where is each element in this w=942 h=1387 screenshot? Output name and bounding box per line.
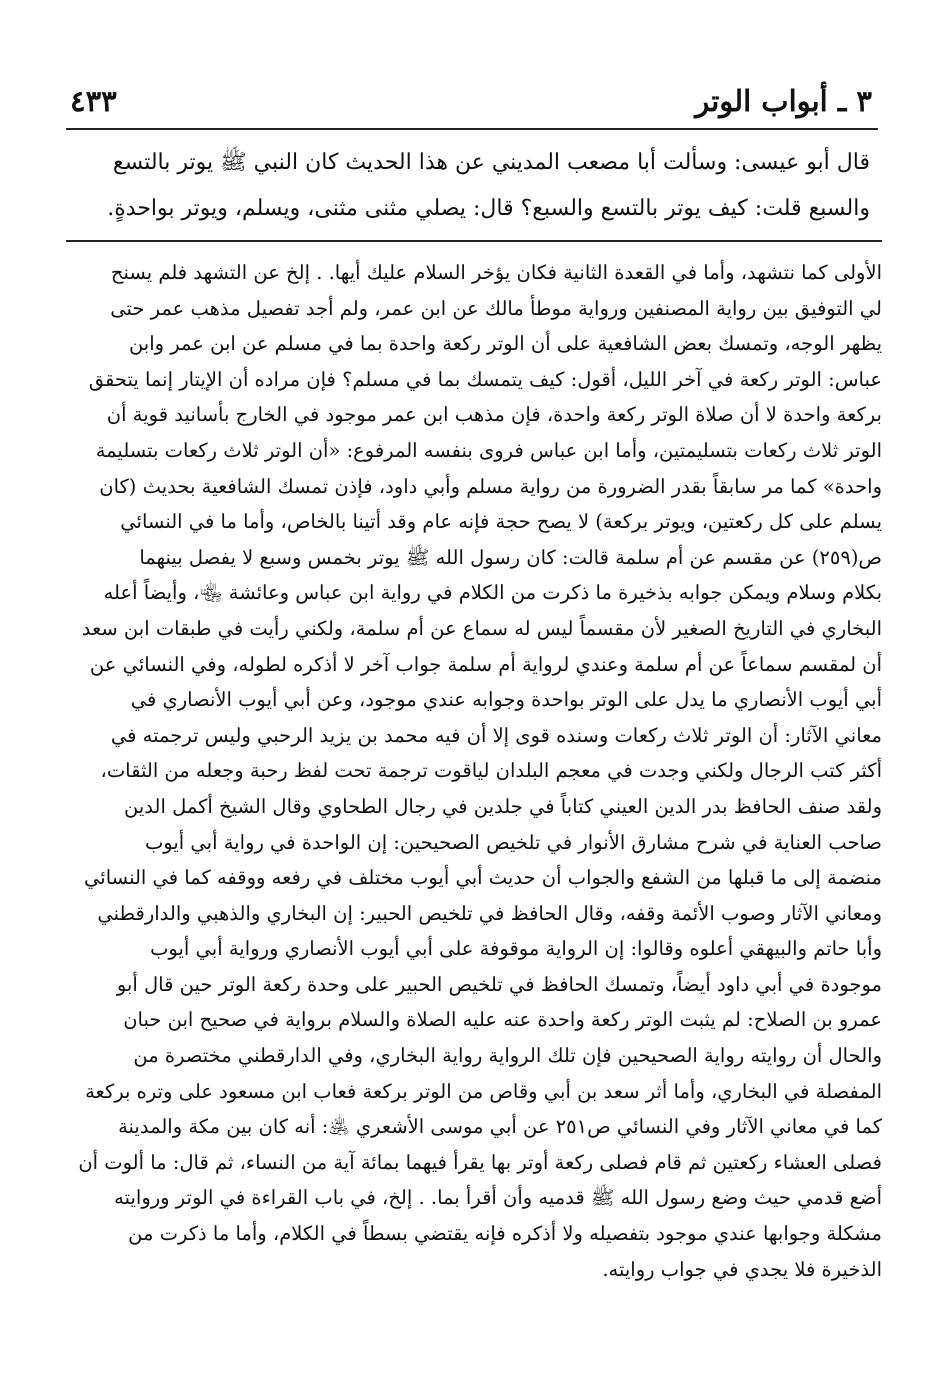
commentary-line: ولقد صنف الحافظ بدر الدين العيني كتاباً في جلدين في رجال الطحاوي وقال الشيخ أكمل الدين bbox=[124, 794, 882, 818]
commentary-line: كما في معاني الآثار وفي النسائي ص٢٥١ عن أبي موسى الأشعري ﵁: أنه كان بين مكة والمدينة bbox=[118, 1115, 882, 1139]
commentary-line: بكلام وسلام ويمكن جوابه بذخيرة ما ذكرت من الكلام في رواية ابن عباس وعائشة ﵄، وأيضاً أعله bbox=[103, 581, 882, 605]
commentary-line: موجودة في أبي داود أيضاً، وتمسك الحافظ في تلخيص الحبير على وحدة ركعة الوتر حين قال أبو bbox=[116, 972, 882, 996]
commentary-line: الذخيرة فلا يجدي في جواب روايته. bbox=[602, 1257, 882, 1281]
commentary-line: بركعة واحدة لا أن صلاة الوتر ركعة واحدة، فإن مذهب ابن عمر موجود في الخارج بأسانيد قوية أن bbox=[106, 403, 882, 427]
commentary-line: يسلم على كل ركعتين، ويوتر بركعة) لا يصح حجة فإنه عام وقد أتينا بالخاص، وأما ما في النسائي bbox=[120, 510, 882, 534]
commentary-line: معاني الآثار: أن الوتر ثلاث ركعات وسنده قوى إلا أن فيه محمد بن يزيد الرحبي وليس ترجمته في bbox=[110, 723, 882, 747]
page-number: ٤٣٣ bbox=[70, 84, 117, 118]
commentary-line: مشكلة وجوابها عندي موجود بتفصيله ولا أذكره فإنه يقتضي بسطاً في الكلام، وأما ما ذكرت من bbox=[128, 1222, 882, 1246]
header-rule bbox=[66, 128, 878, 130]
commentary-line: أضع قدمي حيث وضع رسول الله ﷺ قدميه وأن أقرأ بما. . إلخ، في باب القراءة في الوتر وروايته bbox=[114, 1186, 882, 1210]
commentary-separator-rule bbox=[66, 240, 882, 242]
commentary-line: البخاري في التاريخ الصغير لأن مقسماً ليس له سماع عن أم سلمة، ولكني رأيت في طبقات ابن سعد bbox=[81, 616, 882, 640]
page-header bbox=[70, 72, 872, 116]
commentary-line: لي التوفيق بين رواية المصنفين ورواية موطأ مالك عن ابن عمر، ولم أجد تفصيل مذهب عمر حتى bbox=[110, 296, 882, 320]
commentary-line: الأولى كما نتشهد، وأما في القعدة الثانية فكان يؤخر السلام عليك أيها. . إلخ عن التشهد فلم يسنح bbox=[110, 261, 882, 284]
commentary-footnote bbox=[62, 255, 882, 1287]
commentary-line: والحال أن روايته رواية الصحيحين فإن تلك الرواية رواية البخاري، وفي الدارقطني مختصرة من bbox=[133, 1044, 882, 1068]
commentary-line: أن لمقسم سماعاً عن أم سلمة وعندي لرواية أم سلمة جواب آخر لا أذكره لطوله، وفي النسائي عن bbox=[89, 652, 882, 676]
running-title: ٣ ـ أبواب الوتر bbox=[695, 84, 872, 118]
main-text-line: والسبع قلت: كيف يوتر بالتسع والسبع؟ قال: يصلي مثنى مثنى، ويسلم، ويوتر بواحدةٍ. bbox=[107, 196, 870, 221]
commentary-line: منضمة إلى ما قبلها من الشفع والجواب أن حديث أبي أيوب مختلف في رفعه ووقفه كما في النسائي bbox=[84, 866, 882, 890]
commentary-line: ومعاني الآثار وصوب الأئمة وقفه، وقال الحافظ في تلخيص الحبير: إن البخاري والذهبي والدارقطني bbox=[97, 901, 882, 925]
commentary-line: يظهر الوجه، وتمسك بعض الشافعية على أن الوتر ركعة واحدة بما في مسلم عن ابن عمر وابن bbox=[128, 332, 882, 356]
commentary-line: ص(٢٥٩) عن مقسم عن أم سلمة قالت: كان رسول الله ﷺ يوتر بخمس وسبع لا يفصل بينهما bbox=[139, 545, 882, 569]
commentary-line: وأبا حاتم والبيهقي أعلوه وقالوا: إن الرواية موقوفة على أبي أيوب الأنصاري ورواية أبي أيوب bbox=[150, 937, 882, 961]
commentary-line: الوتر ثلاث ركعات بتسليمتين، وأما ابن عباس فروى بنفسه المرفوع: «أن الوتر ثلاث ركعات بتسليمة bbox=[95, 438, 882, 462]
commentary-line: واحدة» كما مر سابقاً بقدر الضرورة من رواية مسلم وأبي داود، فإذن تمسك الشافعية بحديث (كان bbox=[99, 474, 882, 498]
commentary-line: صاحب العناية في شرح مشارق الأنوار في تلخيص الصحيحين: إن الواحدة في رواية أبي أيوب bbox=[144, 830, 882, 854]
commentary-line: أبي أيوب الأنصاري ما يدل على الوتر بواحدة وجوابه عندي موجود، وعن أبي أيوب الأنصاري في bbox=[130, 688, 882, 712]
commentary-line: المفصلة في البخاري، وأما أثر سعد بن أبي وقاص من الوتر بركعة فعاب ابن مسعود على وتره بركعة bbox=[85, 1079, 882, 1103]
main-text-line: قال أبو عيسى: وسألت أبا مصعب المديني عن هذا الحديث كان النبي ﷺ يوتر بالتسع bbox=[112, 150, 870, 175]
commentary-line: عباس: الوتر ركعة في آخر الليل، أقول: كيف يتمسك بما في مسلم؟ فإن مراده أن الإيتار إنما يتحقق bbox=[88, 367, 882, 391]
commentary-line: أكثر كتب الرجال ولكني وجدت في معجم البلدان لياقوت ترجمة تحت لفظ رحبة وجعله من الثقات، bbox=[100, 759, 882, 783]
commentary-line: عمرو بن الصلاح: لم يثبت الوتر ركعة واحدة عنه عليه الصلاة والسلام برواية في صحيح ابن حبان bbox=[123, 1008, 882, 1032]
main-hadith-text bbox=[80, 140, 870, 232]
commentary-line: فصلى العشاء ركعتين ثم قام فصلى ركعة أوتر بها يقرأ فيهما بمائة آية من النساء، ثم قال: ما ألوت أن bbox=[78, 1150, 882, 1174]
